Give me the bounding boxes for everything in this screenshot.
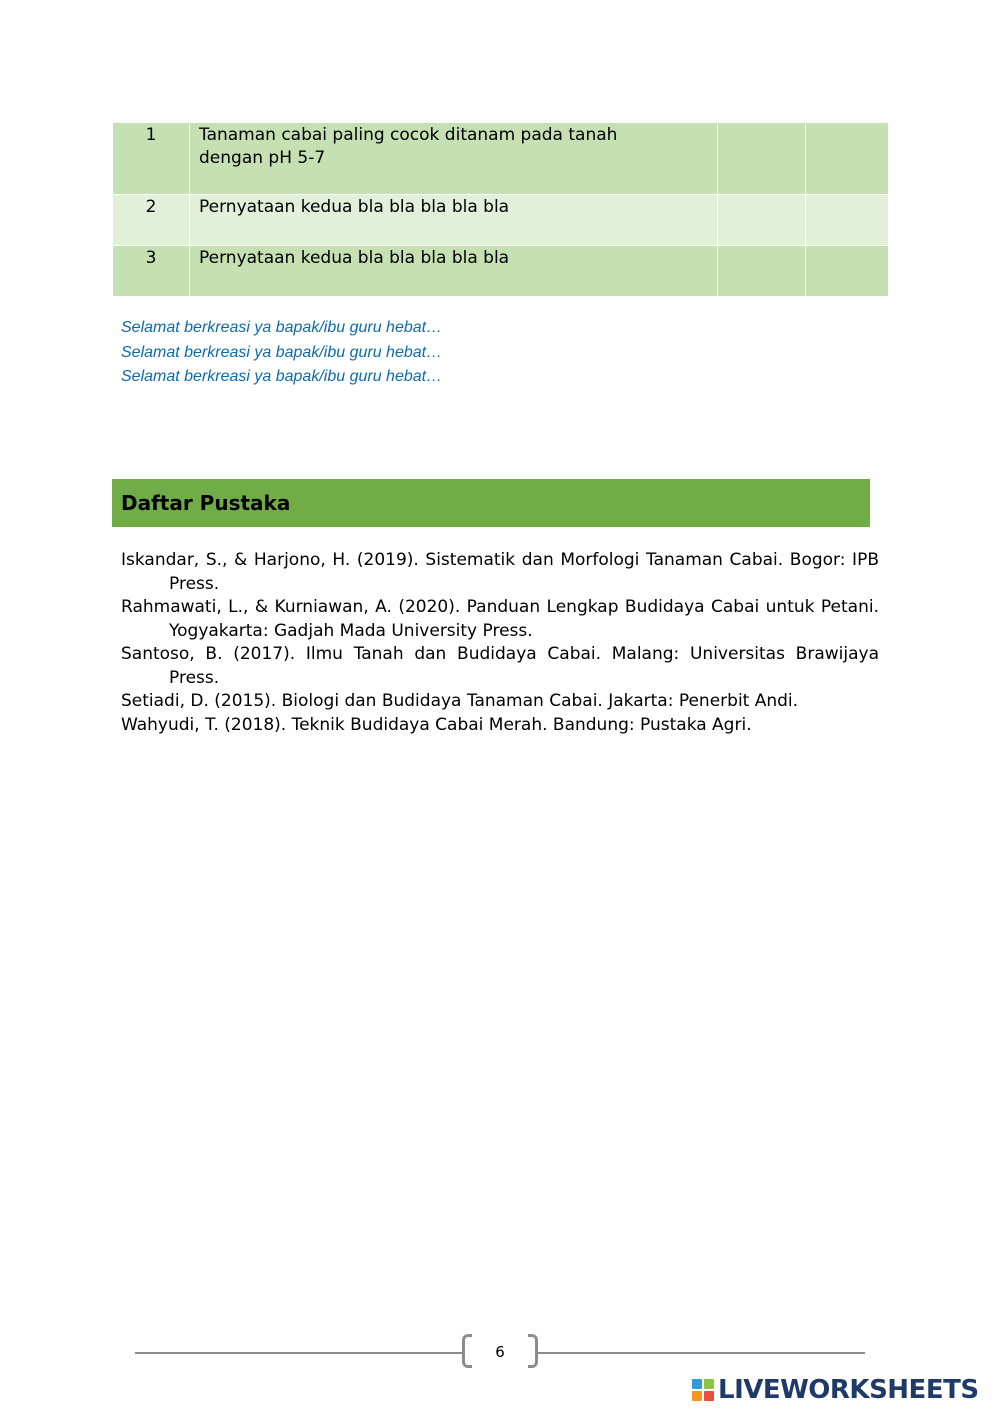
footer-rule-right bbox=[537, 1352, 865, 1354]
reference-list bbox=[121, 549, 879, 737]
liveworksheets-logo-icon bbox=[692, 1379, 714, 1401]
greeting-block bbox=[121, 316, 442, 390]
answer-cell-true[interactable] bbox=[718, 123, 806, 195]
page-bracket-right bbox=[528, 1334, 538, 1368]
table-row bbox=[113, 123, 889, 195]
watermark-text: LIVEWORKSHEETS bbox=[718, 1375, 979, 1405]
row-number: 3 bbox=[113, 246, 190, 297]
row-number: 2 bbox=[113, 195, 190, 246]
table-row bbox=[113, 195, 889, 246]
section-title: Daftar Pustaka bbox=[121, 491, 291, 515]
liveworksheets-watermark bbox=[692, 1374, 979, 1406]
answer-cell-false[interactable] bbox=[806, 195, 889, 246]
greeting-line: Selamat berkreasi ya bapak/ibu guru hebat… bbox=[121, 343, 443, 361]
logo-square bbox=[704, 1379, 714, 1389]
greeting-line: Selamat berkreasi ya bapak/ibu guru hebat… bbox=[121, 319, 443, 336]
statement-text: Tanaman cabai paling cocok ditanam pada tanah dengan pH 5-7 bbox=[190, 123, 718, 195]
reference-item: Rahmawati, L., & Kurniawan, A. (2020). Panduan Lengkap Budidaya Cabai untuk Petani. Yogyakarta: Gadjah Mada University Press. bbox=[121, 597, 879, 641]
statement-table bbox=[112, 122, 889, 297]
reference-item: Santoso, B. (2017). Ilmu Tanah dan Budidaya Cabai. Malang: Universitas Brawijaya Press. bbox=[121, 644, 879, 688]
logo-square bbox=[692, 1391, 702, 1401]
logo-square bbox=[704, 1391, 714, 1401]
answer-cell-false[interactable] bbox=[806, 123, 889, 195]
logo-square bbox=[692, 1379, 702, 1389]
statement-text: Pernyataan kedua bla bla bla bla bla bbox=[190, 246, 718, 297]
answer-cell-false[interactable] bbox=[806, 246, 889, 297]
page-number: 6 bbox=[495, 1343, 505, 1361]
answer-cell-true[interactable] bbox=[718, 195, 806, 246]
row-number: 1 bbox=[113, 123, 190, 195]
section-header bbox=[112, 479, 870, 527]
statement-text: Pernyataan kedua bla bla bla bla bla bbox=[190, 195, 718, 246]
reference-item: Iskandar, S., & Harjono, H. (2019). Sistematik dan Morfologi Tanaman Cabai. Bogor: IPB Press. bbox=[121, 550, 879, 594]
page-bracket-left bbox=[462, 1334, 472, 1368]
answer-cell-true[interactable] bbox=[718, 246, 806, 297]
reference-item: Wahyudi, T. (2018). Teknik Budidaya Cabai Merah. Bandung: Pustaka Agri. bbox=[121, 714, 752, 735]
table-row bbox=[113, 246, 889, 297]
reference-item: Setiadi, D. (2015). Biologi dan Budidaya Tanaman Cabai. Jakarta: Penerbit Andi. bbox=[121, 691, 799, 711]
greeting-line: Selamat berkreasi ya bapak/ibu guru hebat… bbox=[121, 368, 443, 385]
footer-rule-left bbox=[135, 1352, 462, 1354]
